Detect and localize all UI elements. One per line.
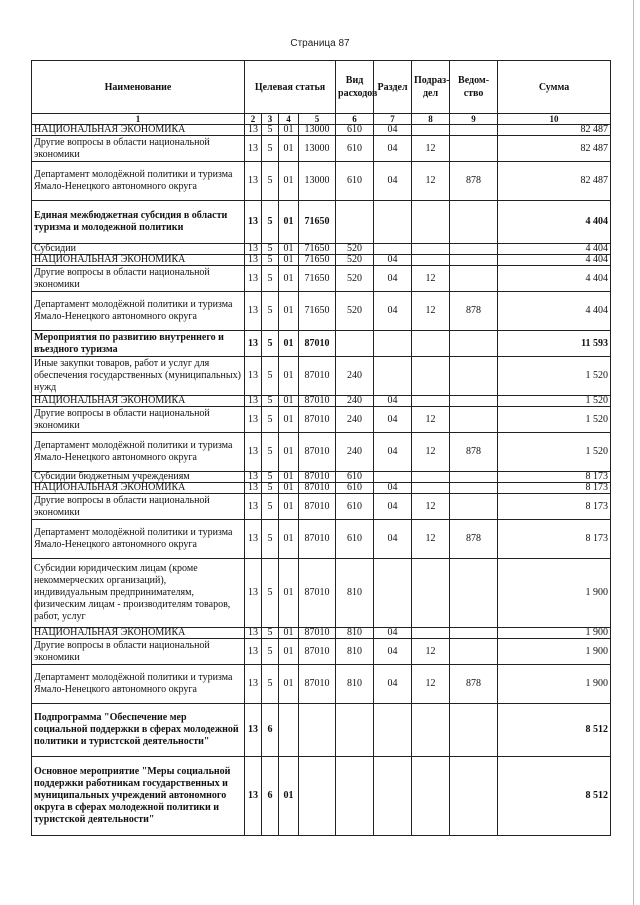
cell-measure: 01 bbox=[279, 136, 299, 162]
table-row bbox=[32, 639, 611, 665]
cell-direction: 87010 bbox=[299, 494, 336, 520]
cell-sum: 1 900 bbox=[498, 665, 611, 704]
column-numbers-row bbox=[32, 114, 611, 125]
cell-program: 13 bbox=[245, 255, 262, 266]
cell-sum: 11 593 bbox=[498, 331, 611, 357]
header-expense-type: Вид расходов bbox=[336, 61, 374, 114]
cell-program: 13 bbox=[245, 357, 262, 396]
cell-name: Мероприятия по развитию внутреннего и въездного туризма bbox=[32, 331, 245, 357]
column-number: 2 bbox=[245, 114, 262, 125]
cell-measure: 01 bbox=[279, 757, 299, 836]
cell-sum: 8 173 bbox=[498, 494, 611, 520]
table-row bbox=[32, 757, 611, 836]
cell-subsection bbox=[412, 483, 450, 494]
cell-measure: 01 bbox=[279, 628, 299, 639]
cell-sum: 82 487 bbox=[498, 125, 611, 136]
cell-subprogram: 5 bbox=[262, 396, 279, 407]
cell-subsection bbox=[412, 704, 450, 757]
cell-program: 13 bbox=[245, 433, 262, 472]
cell-direction: 87010 bbox=[299, 520, 336, 559]
cell-program: 13 bbox=[245, 628, 262, 639]
cell-section bbox=[374, 559, 412, 628]
cell-direction: 87010 bbox=[299, 665, 336, 704]
cell-measure: 01 bbox=[279, 357, 299, 396]
cell-department bbox=[450, 331, 498, 357]
cell-direction: 87010 bbox=[299, 559, 336, 628]
cell-name: НАЦИОНАЛЬНАЯ ЭКОНОМИКА bbox=[32, 396, 245, 407]
table-row bbox=[32, 331, 611, 357]
table-row bbox=[32, 292, 611, 331]
column-number: 7 bbox=[374, 114, 412, 125]
cell-program: 13 bbox=[245, 472, 262, 483]
cell-sum: 4 404 bbox=[498, 266, 611, 292]
cell-expense-type bbox=[336, 704, 374, 757]
cell-department bbox=[450, 407, 498, 433]
cell-direction: 71650 bbox=[299, 201, 336, 244]
cell-sum: 82 487 bbox=[498, 136, 611, 162]
cell-subprogram: 5 bbox=[262, 292, 279, 331]
cell-section: 04 bbox=[374, 483, 412, 494]
table-row bbox=[32, 396, 611, 407]
cell-expense-type: 810 bbox=[336, 628, 374, 639]
cell-name: Другие вопросы в области национальной экономики bbox=[32, 494, 245, 520]
cell-expense-type: 610 bbox=[336, 472, 374, 483]
cell-name: Единая межбюджетная субсидия в области туризма и молодежной политики bbox=[32, 201, 245, 244]
header-name: Наименование bbox=[32, 61, 245, 114]
column-number: 1 bbox=[32, 114, 245, 125]
cell-department bbox=[450, 472, 498, 483]
cell-subsection bbox=[412, 757, 450, 836]
cell-direction: 87010 bbox=[299, 628, 336, 639]
cell-program: 13 bbox=[245, 665, 262, 704]
cell-department bbox=[450, 704, 498, 757]
cell-section: 04 bbox=[374, 494, 412, 520]
cell-sum: 1 520 bbox=[498, 396, 611, 407]
cell-program: 13 bbox=[245, 704, 262, 757]
cell-expense-type: 610 bbox=[336, 520, 374, 559]
cell-department bbox=[450, 757, 498, 836]
cell-direction: 87010 bbox=[299, 639, 336, 665]
cell-measure: 01 bbox=[279, 201, 299, 244]
cell-subprogram: 6 bbox=[262, 757, 279, 836]
cell-section: 04 bbox=[374, 520, 412, 559]
header-section: Раздел bbox=[374, 61, 412, 114]
cell-subprogram: 5 bbox=[262, 331, 279, 357]
cell-section bbox=[374, 704, 412, 757]
cell-measure bbox=[279, 704, 299, 757]
cell-direction: 71650 bbox=[299, 244, 336, 255]
cell-expense-type: 240 bbox=[336, 407, 374, 433]
cell-section: 04 bbox=[374, 125, 412, 136]
cell-program: 13 bbox=[245, 494, 262, 520]
cell-measure: 01 bbox=[279, 559, 299, 628]
cell-expense-type: 610 bbox=[336, 136, 374, 162]
cell-program: 13 bbox=[245, 559, 262, 628]
cell-department bbox=[450, 396, 498, 407]
page-number: Страница 87 bbox=[290, 38, 350, 49]
cell-program: 13 bbox=[245, 292, 262, 331]
cell-name: НАЦИОНАЛЬНАЯ ЭКОНОМИКА bbox=[32, 483, 245, 494]
cell-program: 13 bbox=[245, 136, 262, 162]
cell-name: Другие вопросы в области национальной экономики bbox=[32, 136, 245, 162]
cell-department bbox=[450, 201, 498, 244]
cell-subprogram: 5 bbox=[262, 520, 279, 559]
cell-department bbox=[450, 628, 498, 639]
cell-sum: 8 173 bbox=[498, 472, 611, 483]
cell-name: Субсидии bbox=[32, 244, 245, 255]
cell-direction: 71650 bbox=[299, 266, 336, 292]
cell-subsection: 12 bbox=[412, 407, 450, 433]
table-row bbox=[32, 255, 611, 266]
cell-name: Департамент молодёжной политики и туризма Ямало-Ненецкого автономного округа bbox=[32, 162, 245, 201]
table-row bbox=[32, 433, 611, 472]
cell-direction: 71650 bbox=[299, 292, 336, 331]
cell-subsection: 12 bbox=[412, 520, 450, 559]
cell-program: 13 bbox=[245, 244, 262, 255]
cell-subprogram: 5 bbox=[262, 559, 279, 628]
cell-subprogram: 5 bbox=[262, 407, 279, 433]
cell-subsection: 12 bbox=[412, 433, 450, 472]
table-row bbox=[32, 520, 611, 559]
cell-measure: 01 bbox=[279, 665, 299, 704]
cell-measure: 01 bbox=[279, 396, 299, 407]
cell-subprogram: 5 bbox=[262, 433, 279, 472]
cell-name: Другие вопросы в области национальной экономики bbox=[32, 639, 245, 665]
cell-section: 04 bbox=[374, 136, 412, 162]
cell-measure: 01 bbox=[279, 162, 299, 201]
cell-sum: 82 487 bbox=[498, 162, 611, 201]
column-number: 9 bbox=[450, 114, 498, 125]
cell-direction: 13000 bbox=[299, 136, 336, 162]
column-number: 5 bbox=[299, 114, 336, 125]
cell-name: НАЦИОНАЛЬНАЯ ЭКОНОМИКА bbox=[32, 628, 245, 639]
cell-name: Департамент молодёжной политики и туризма Ямало-Ненецкого автономного округа bbox=[32, 520, 245, 559]
cell-department bbox=[450, 494, 498, 520]
cell-subprogram: 5 bbox=[262, 494, 279, 520]
cell-subsection: 12 bbox=[412, 639, 450, 665]
cell-measure: 01 bbox=[279, 292, 299, 331]
cell-subprogram: 5 bbox=[262, 201, 279, 244]
cell-subsection: 12 bbox=[412, 162, 450, 201]
cell-department: 878 bbox=[450, 520, 498, 559]
cell-expense-type: 610 bbox=[336, 494, 374, 520]
cell-section: 04 bbox=[374, 639, 412, 665]
cell-measure: 01 bbox=[279, 255, 299, 266]
cell-measure: 01 bbox=[279, 331, 299, 357]
cell-sum: 8 173 bbox=[498, 483, 611, 494]
cell-department bbox=[450, 639, 498, 665]
cell-section: 04 bbox=[374, 255, 412, 266]
cell-expense-type: 810 bbox=[336, 639, 374, 665]
cell-measure: 01 bbox=[279, 433, 299, 472]
cell-sum: 1 520 bbox=[498, 407, 611, 433]
cell-expense-type: 610 bbox=[336, 125, 374, 136]
cell-sum: 8 173 bbox=[498, 520, 611, 559]
cell-subprogram: 5 bbox=[262, 357, 279, 396]
table-row bbox=[32, 494, 611, 520]
cell-section: 04 bbox=[374, 162, 412, 201]
cell-expense-type: 810 bbox=[336, 559, 374, 628]
cell-section: 04 bbox=[374, 407, 412, 433]
cell-name: Субсидии юридическим лицам (кроме некоммерческих организаций), индивидуальным предпринимателям, физическим лицам - производителям товаров, работ, услуг bbox=[32, 559, 245, 628]
table-row bbox=[32, 162, 611, 201]
cell-department bbox=[450, 357, 498, 396]
header-department: Ведом-ство bbox=[450, 61, 498, 114]
cell-direction: 13000 bbox=[299, 125, 336, 136]
cell-name: Иные закупки товаров, работ и услуг для обеспечения государственных (муниципальных) нужд bbox=[32, 357, 245, 396]
cell-direction: 87010 bbox=[299, 396, 336, 407]
cell-expense-type bbox=[336, 757, 374, 836]
table-row bbox=[32, 357, 611, 396]
cell-direction: 87010 bbox=[299, 433, 336, 472]
cell-subsection bbox=[412, 628, 450, 639]
cell-sum: 4 404 bbox=[498, 201, 611, 244]
cell-expense-type: 520 bbox=[336, 292, 374, 331]
cell-expense-type: 810 bbox=[336, 665, 374, 704]
cell-section: 04 bbox=[374, 433, 412, 472]
cell-section bbox=[374, 357, 412, 396]
column-number: 3 bbox=[262, 114, 279, 125]
column-number: 6 bbox=[336, 114, 374, 125]
cell-measure: 01 bbox=[279, 494, 299, 520]
cell-program: 13 bbox=[245, 125, 262, 136]
cell-program: 13 bbox=[245, 266, 262, 292]
cell-subsection: 12 bbox=[412, 665, 450, 704]
header-sum: Сумма bbox=[498, 61, 611, 114]
cell-name: Основное мероприятие "Меры социальной поддержки работникам государственных и муниципальных учреждений автономного округа в сферах молодежной политики и туристской деятельности" bbox=[32, 757, 245, 836]
cell-subprogram: 5 bbox=[262, 255, 279, 266]
cell-section: 04 bbox=[374, 266, 412, 292]
cell-section bbox=[374, 201, 412, 244]
table-row bbox=[32, 559, 611, 628]
cell-program: 13 bbox=[245, 331, 262, 357]
cell-section bbox=[374, 244, 412, 255]
cell-section: 04 bbox=[374, 396, 412, 407]
table-row bbox=[32, 472, 611, 483]
cell-direction: 87010 bbox=[299, 331, 336, 357]
cell-sum: 4 404 bbox=[498, 244, 611, 255]
cell-subsection bbox=[412, 396, 450, 407]
cell-subprogram: 5 bbox=[262, 472, 279, 483]
cell-department bbox=[450, 244, 498, 255]
cell-measure: 01 bbox=[279, 483, 299, 494]
page-edge-line bbox=[633, 0, 634, 905]
cell-department: 878 bbox=[450, 665, 498, 704]
cell-name: Департамент молодёжной политики и туризма Ямало-Ненецкого автономного округа bbox=[32, 433, 245, 472]
cell-measure: 01 bbox=[279, 520, 299, 559]
cell-sum: 1 900 bbox=[498, 639, 611, 665]
cell-expense-type: 520 bbox=[336, 244, 374, 255]
cell-program: 13 bbox=[245, 162, 262, 201]
cell-direction: 71650 bbox=[299, 255, 336, 266]
cell-section bbox=[374, 331, 412, 357]
cell-subsection: 12 bbox=[412, 292, 450, 331]
cell-program: 13 bbox=[245, 520, 262, 559]
cell-subsection bbox=[412, 201, 450, 244]
table-body bbox=[32, 125, 611, 836]
cell-measure: 01 bbox=[279, 407, 299, 433]
cell-subsection: 12 bbox=[412, 136, 450, 162]
table-row bbox=[32, 628, 611, 639]
cell-subsection: 12 bbox=[412, 494, 450, 520]
cell-program: 13 bbox=[245, 757, 262, 836]
cell-department bbox=[450, 483, 498, 494]
cell-name: Субсидии бюджетным учреждениям bbox=[32, 472, 245, 483]
cell-department bbox=[450, 255, 498, 266]
cell-expense-type: 520 bbox=[336, 266, 374, 292]
column-number: 10 bbox=[498, 114, 611, 125]
cell-subsection bbox=[412, 244, 450, 255]
cell-department bbox=[450, 266, 498, 292]
cell-section: 04 bbox=[374, 665, 412, 704]
cell-direction: 87010 bbox=[299, 357, 336, 396]
cell-direction: 87010 bbox=[299, 472, 336, 483]
cell-expense-type bbox=[336, 331, 374, 357]
cell-department: 878 bbox=[450, 162, 498, 201]
cell-subprogram: 5 bbox=[262, 244, 279, 255]
cell-program: 13 bbox=[245, 407, 262, 433]
table-row bbox=[32, 244, 611, 255]
cell-section bbox=[374, 757, 412, 836]
budget-table bbox=[31, 60, 611, 836]
cell-subsection bbox=[412, 357, 450, 396]
cell-subprogram: 5 bbox=[262, 483, 279, 494]
cell-expense-type: 240 bbox=[336, 357, 374, 396]
header-target-article: Целевая статья bbox=[245, 61, 336, 114]
cell-direction bbox=[299, 704, 336, 757]
cell-expense-type bbox=[336, 201, 374, 244]
table-row bbox=[32, 704, 611, 757]
column-number: 4 bbox=[279, 114, 299, 125]
table-row bbox=[32, 483, 611, 494]
cell-name: Департамент молодёжной политики и туризма Ямало-Ненецкого автономного округа bbox=[32, 292, 245, 331]
cell-program: 13 bbox=[245, 483, 262, 494]
cell-name: Департамент молодёжной политики и туризма Ямало-Ненецкого автономного округа bbox=[32, 665, 245, 704]
table-row bbox=[32, 665, 611, 704]
table-header-row bbox=[32, 61, 611, 114]
cell-subprogram: 6 bbox=[262, 704, 279, 757]
cell-section: 04 bbox=[374, 628, 412, 639]
cell-name: Подпрограмма "Обеспечение мер социальной поддержки в сферах молодежной политики и туристской деятельности" bbox=[32, 704, 245, 757]
cell-subsection: 12 bbox=[412, 266, 450, 292]
table-row bbox=[32, 407, 611, 433]
cell-department: 878 bbox=[450, 433, 498, 472]
cell-expense-type: 240 bbox=[336, 396, 374, 407]
cell-subsection bbox=[412, 255, 450, 266]
cell-section bbox=[374, 472, 412, 483]
cell-name: Другие вопросы в области национальной экономики bbox=[32, 407, 245, 433]
table-row bbox=[32, 201, 611, 244]
cell-subsection bbox=[412, 472, 450, 483]
cell-direction bbox=[299, 757, 336, 836]
cell-name: НАЦИОНАЛЬНАЯ ЭКОНОМИКА bbox=[32, 255, 245, 266]
cell-subprogram: 5 bbox=[262, 665, 279, 704]
table-row bbox=[32, 136, 611, 162]
cell-subsection bbox=[412, 331, 450, 357]
cell-department: 878 bbox=[450, 292, 498, 331]
cell-expense-type: 610 bbox=[336, 483, 374, 494]
cell-department bbox=[450, 125, 498, 136]
cell-program: 13 bbox=[245, 396, 262, 407]
cell-measure: 01 bbox=[279, 472, 299, 483]
cell-program: 13 bbox=[245, 201, 262, 244]
cell-subprogram: 5 bbox=[262, 639, 279, 665]
cell-department bbox=[450, 136, 498, 162]
cell-department bbox=[450, 559, 498, 628]
cell-subprogram: 5 bbox=[262, 125, 279, 136]
cell-measure: 01 bbox=[279, 266, 299, 292]
cell-program: 13 bbox=[245, 639, 262, 665]
cell-direction: 13000 bbox=[299, 162, 336, 201]
table-row bbox=[32, 266, 611, 292]
cell-measure: 01 bbox=[279, 639, 299, 665]
cell-sum: 4 404 bbox=[498, 292, 611, 331]
cell-sum: 4 404 bbox=[498, 255, 611, 266]
cell-measure: 01 bbox=[279, 244, 299, 255]
cell-direction: 87010 bbox=[299, 407, 336, 433]
cell-measure: 01 bbox=[279, 125, 299, 136]
cell-expense-type: 520 bbox=[336, 255, 374, 266]
column-number: 8 bbox=[412, 114, 450, 125]
cell-sum: 1 900 bbox=[498, 628, 611, 639]
cell-subprogram: 5 bbox=[262, 136, 279, 162]
cell-expense-type: 610 bbox=[336, 162, 374, 201]
cell-sum: 1 900 bbox=[498, 559, 611, 628]
cell-subsection bbox=[412, 125, 450, 136]
cell-sum: 1 520 bbox=[498, 433, 611, 472]
table-row bbox=[32, 125, 611, 136]
cell-subprogram: 5 bbox=[262, 266, 279, 292]
cell-name: Другие вопросы в области национальной экономики bbox=[32, 266, 245, 292]
cell-expense-type: 240 bbox=[336, 433, 374, 472]
cell-direction: 87010 bbox=[299, 483, 336, 494]
cell-sum: 8 512 bbox=[498, 704, 611, 757]
header-subsection: Подраз-дел bbox=[412, 61, 450, 114]
cell-sum: 8 512 bbox=[498, 757, 611, 836]
cell-sum: 1 520 bbox=[498, 357, 611, 396]
cell-subprogram: 5 bbox=[262, 628, 279, 639]
cell-name: НАЦИОНАЛЬНАЯ ЭКОНОМИКА bbox=[32, 125, 245, 136]
cell-section: 04 bbox=[374, 292, 412, 331]
cell-subsection bbox=[412, 559, 450, 628]
cell-subprogram: 5 bbox=[262, 162, 279, 201]
